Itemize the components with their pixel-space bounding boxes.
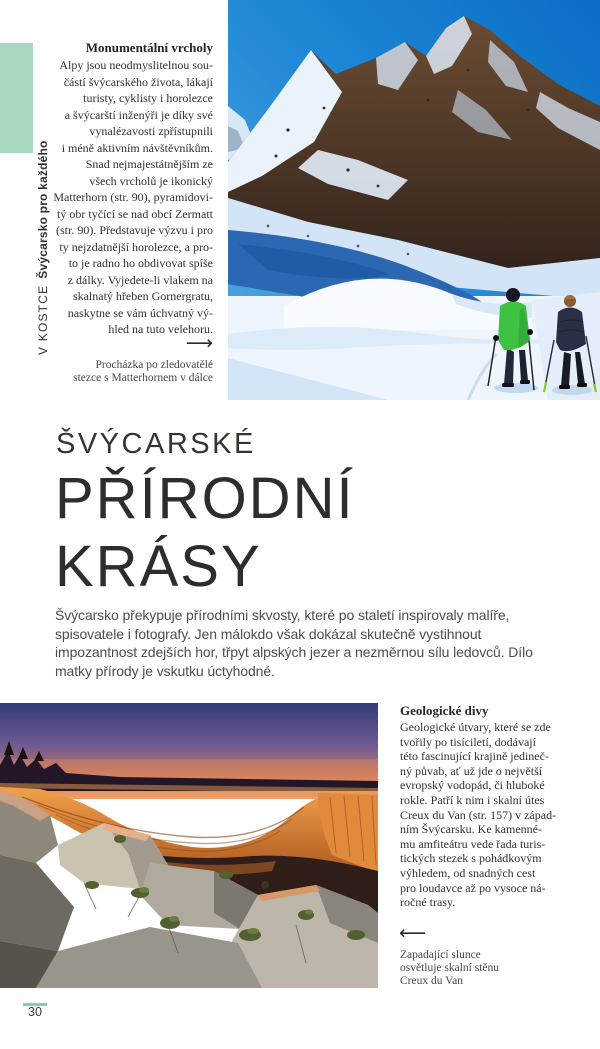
text-line: Zapadající slunce [400, 949, 481, 961]
geology-column [400, 701, 592, 910]
photo-bottom-caption [400, 949, 580, 989]
arrow-right-icon: ⟶ [185, 332, 213, 354]
text-line: Creux du Van (str. 157) v západ- [400, 807, 557, 822]
arrow-left-icon: ⟵ [399, 922, 427, 944]
text-line: výhledem, od snadných cest [400, 865, 536, 880]
text-line: osvětluje skalní stěnu [400, 962, 500, 975]
title-line-1: PŘÍRODNÍ [55, 466, 355, 531]
page-number: 30 [28, 1005, 42, 1019]
text-line: tý obr tyčící se nad obcí Zermatt [57, 206, 213, 221]
text-line: tických stezek s pohádkovým [400, 851, 542, 866]
text-line: z dálky. Vyjedete-li vlakem na [67, 272, 213, 287]
text-line: naskytne se vám úchvatný vý- [67, 305, 213, 320]
geology-paragraph [400, 720, 592, 910]
spine-title: Švýcarsko pro každého [36, 140, 50, 279]
text-line: skalnatý hřeben Gornergratu, [72, 289, 213, 303]
text-line: i méně aktivním návštěvníkům. [61, 140, 213, 155]
creux-du-van-photo-art [0, 703, 378, 988]
text-line: vynalézavosti zpřístupnili [89, 124, 213, 138]
text-line: matky přírody je vskutku úctyhodné. [55, 662, 275, 679]
peaks-heading: Monumentální vrcholy [85, 40, 213, 55]
text-line: ný půvab, ať už jde o největší [400, 763, 543, 778]
intro-paragraph [55, 606, 600, 680]
text-line: turisty, cyklisty i horolezce [83, 91, 213, 105]
text-line: (str. 90). Představuje výzvu i pro [56, 223, 213, 237]
text-line: Creux du Van [400, 975, 464, 988]
photo-top-caption [10, 359, 213, 385]
peaks-paragraph [10, 57, 213, 338]
text-line: ročné trasy. [400, 895, 456, 910]
text-line: Procházka po zledovatělé [95, 359, 213, 371]
text-line: ním Švýcarsku. Ke kamenné- [400, 822, 542, 837]
text-line: mu amfiteátru vede řada turis- [400, 836, 546, 851]
geology-heading: Geologické divy [400, 703, 489, 718]
text-line: rokle. Patří k nim i skalní útes [400, 792, 545, 807]
text-line: evropský vodopád, či hluboké [400, 778, 545, 793]
title-line-2: KRÁSY [55, 534, 262, 599]
text-line: všech vrcholů je ikonický [89, 173, 213, 188]
text-line: Matterhorn (str. 90), pyramidovi- [53, 190, 213, 204]
text-line: ty nejzdatnější horolezce, a pro- [59, 239, 213, 254]
creux-du-van-photo [0, 703, 378, 988]
text-line: Alpy jsou neodmyslitelnou sou- [59, 58, 213, 72]
text-line: pro loudavce až po vysoce ná- [400, 880, 546, 895]
text-line: Snad nejmajestátnějším ze [85, 157, 213, 171]
text-line: stezce s Matterhornem v dálce [73, 372, 213, 385]
text-line: tvořily po tisíciletí, dodávají [400, 734, 536, 749]
matterhorn-photo-art [228, 0, 600, 400]
text-line: a švýcarští inženýři je díky své [64, 107, 213, 122]
text-line: Švýcarsko překypuje přírodními skvosty, které po staletí inspirovaly malíře, [55, 607, 510, 623]
text-line: spisovatele i fotografy. Jen málokdo však dokázal skutečně vystihnout [55, 625, 482, 642]
peaks-column [10, 38, 213, 338]
text-line: to je radno ho obdivovat spíše [68, 256, 213, 270]
text-line: této fascinující krajině jedineč- [400, 749, 549, 764]
text-line: impozantnost zdejších hor, třpyt alpských jezer a nezměrnou sílu ledovců. Dílo [55, 644, 533, 661]
spine-kicker: V KOSTCE [36, 284, 50, 355]
title-kicker: ŠVÝCARSKÉ [56, 428, 256, 460]
matterhorn-hikers-photo [228, 0, 600, 400]
text-line: Geologické útvary, které se zde [400, 720, 551, 734]
text-line: hled na tuto velehoru. [108, 322, 213, 336]
text-line: částí švýcarského života, lákají [63, 74, 213, 89]
